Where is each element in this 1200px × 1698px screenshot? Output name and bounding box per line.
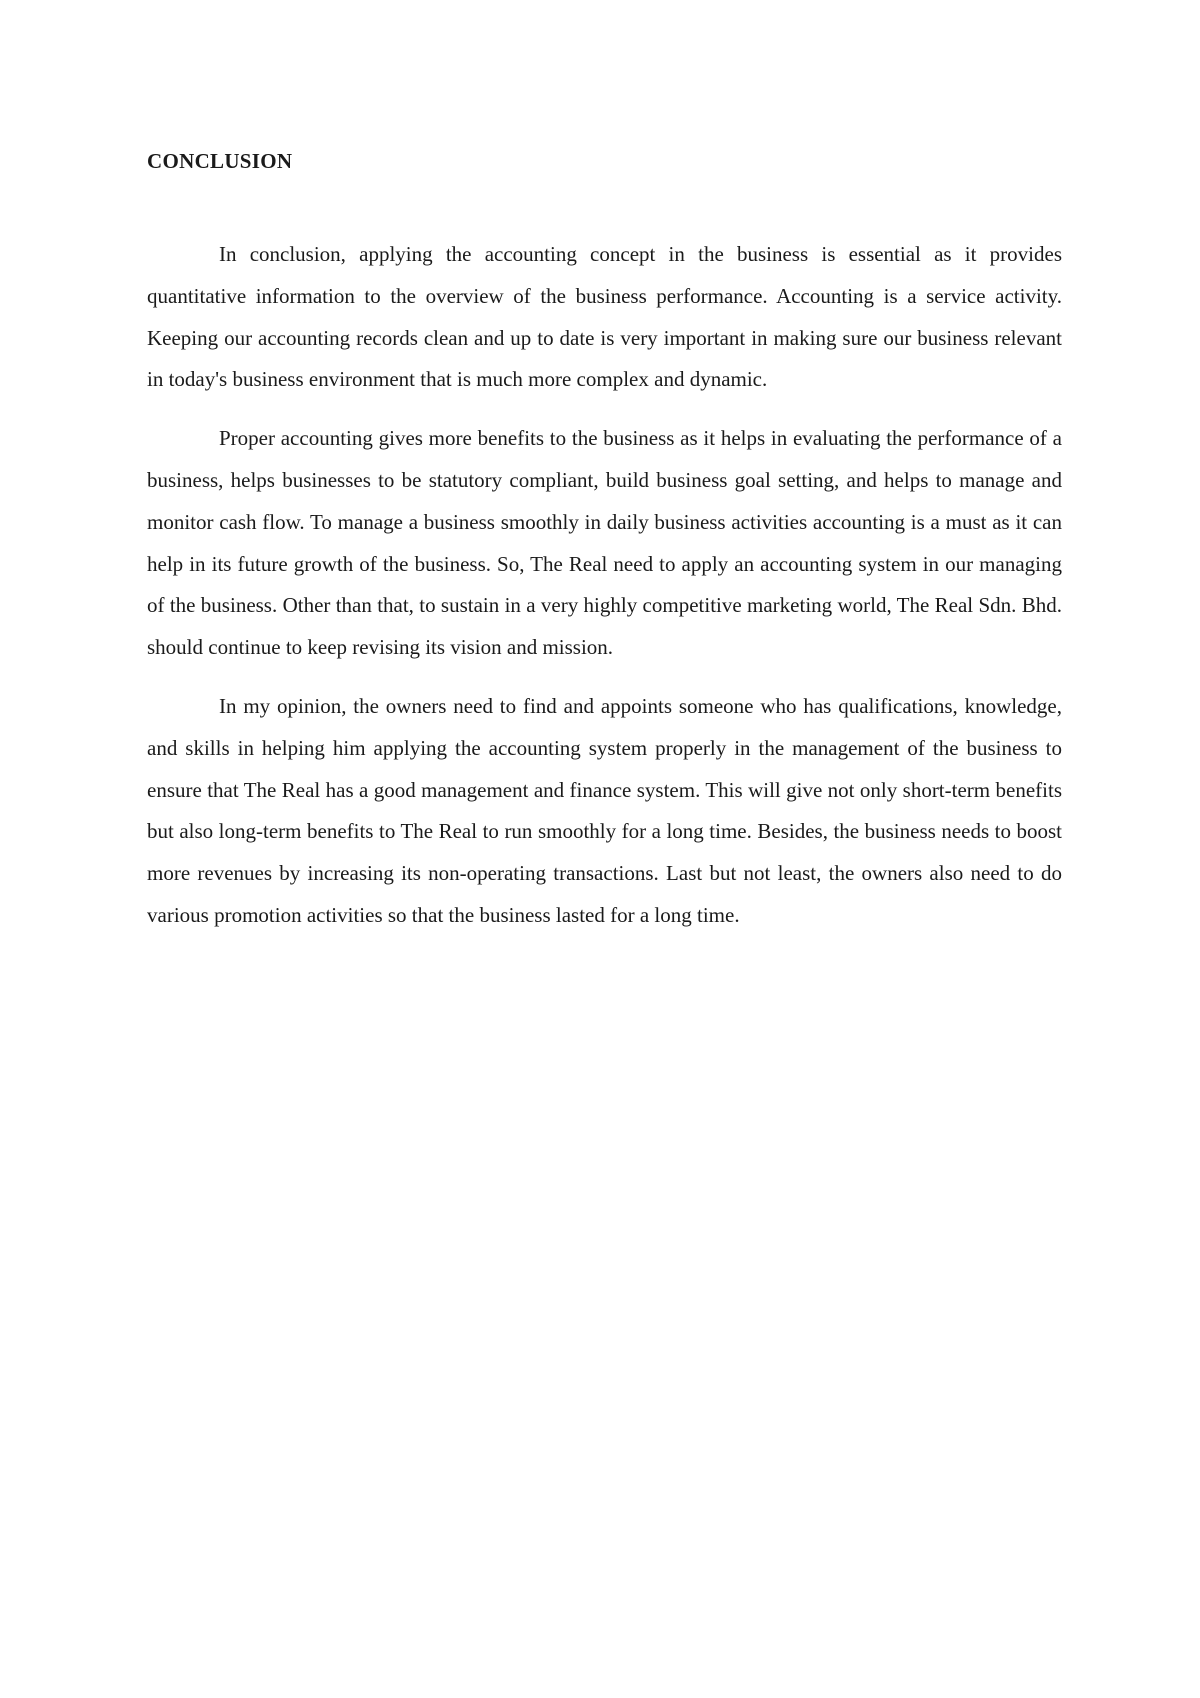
paragraph-1: In conclusion, applying the accounting concept in the business is essential as it provides quantitative information to the overview of the business performance. Accounting is a service activity. Keeping our accounting records clean and up to date is very important in making sure our business relevant in today's business environment that is much more complex and dynamic. [147, 242, 1062, 392]
document-body [147, 146, 1062, 954]
paragraph-2: Proper accounting gives more benefits to the business as it helps in evaluating the performance of a business, helps businesses to be statutory compliant, build business goal setting, and helps to manage and monitor cash flow. To manage a business smoothly in daily business activities accounting is a must as it can help in its future growth of the business. So, The Real need to apply an accounting system in our managing of the business. Other than that, to sustain in a very highly competitive marketing world, The Real Sdn. Bhd. should continue to keep revising its vision and mission. [147, 426, 1062, 660]
paragraph-3: In my opinion, the owners need to find and appoints someone who has qualifications, knowledge, and skills in helping him applying the accounting system properly in the management of the business to ensure that The Real has a good management and finance system. This will give not only short-term benefits but also long-term benefits to The Real to run smoothly for a long time. Besides, the business needs to boost more revenues by increasing its non-operating transactions. Last but not least, the owners also need to do various promotion activities so that the business lasted for a long time. [147, 693, 1062, 927]
section-heading: CONCLUSION [147, 149, 293, 173]
